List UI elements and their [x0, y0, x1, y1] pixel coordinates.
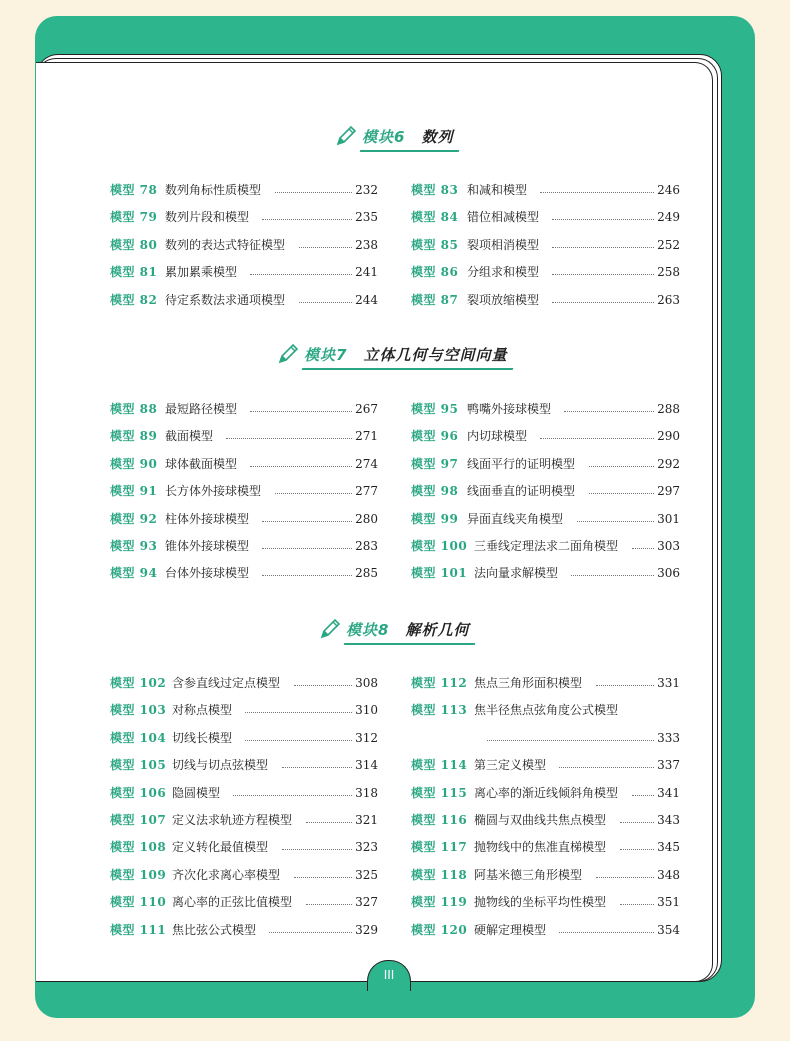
model-label: 模型 111	[110, 922, 167, 937]
model-label: 模型 109	[110, 867, 167, 882]
toc-entry[interactable]	[0, 811, 790, 829]
heading-underline	[344, 643, 476, 645]
dot-leader	[577, 515, 654, 522]
model-title: 数列角标性质模型	[165, 183, 262, 197]
toc-entry[interactable]	[0, 921, 790, 939]
model-title: 分组求和模型	[467, 265, 540, 280]
page-ref: 345	[657, 840, 680, 855]
model-title: 鸭嘴外接球模型	[467, 402, 552, 416]
toc-entry[interactable]	[0, 236, 790, 254]
model-label: 模型 105	[110, 758, 167, 773]
model-label: 模型 88	[110, 402, 158, 416]
page-ref: 354	[657, 922, 680, 937]
model-label: 模型 81	[110, 265, 158, 280]
model-title: 对称点模型	[172, 703, 233, 718]
model-label: 模型 83	[411, 183, 459, 197]
model-title: 锥体外接球模型	[165, 539, 250, 553]
toc-entry[interactable]	[0, 893, 790, 911]
model-title: 焦点三角形面积模型	[474, 676, 583, 690]
model-label: 模型 103	[110, 703, 167, 718]
page-ref: 238	[355, 237, 378, 252]
page-ref: 271	[355, 429, 378, 444]
dot-leader	[559, 761, 654, 768]
toc-entry[interactable]	[0, 400, 790, 418]
toc-entry[interactable]	[0, 537, 790, 555]
module-number: 模块8	[346, 620, 390, 639]
model-title: 焦半径焦点弦角度公式模型	[474, 703, 619, 718]
page-ref: 323	[355, 840, 378, 855]
model-label: 模型 90	[110, 456, 158, 471]
page-ref: 327	[355, 895, 378, 910]
toc-entry[interactable]	[0, 838, 790, 856]
model-label: 模型 107	[110, 813, 167, 827]
toc-entry[interactable]	[0, 181, 790, 199]
model-title: 裂项放缩模型	[467, 292, 540, 307]
model-title: 异面直线夹角模型	[467, 511, 564, 526]
model-title: 硬解定理模型	[474, 922, 547, 937]
module-number: 模块6	[362, 127, 406, 146]
dot-leader	[552, 268, 654, 275]
model-label: 模型 99	[411, 511, 459, 526]
page-ref: 318	[355, 785, 378, 800]
page-ref: 348	[657, 867, 680, 882]
toc-entry[interactable]	[0, 208, 790, 226]
page-ref: 343	[657, 813, 680, 827]
model-title: 隐圆模型	[172, 785, 221, 800]
model-title: 累加累乘模型	[165, 265, 238, 280]
dot-leader	[564, 405, 654, 412]
section-heading	[276, 342, 507, 366]
dot-leader	[487, 734, 654, 741]
page-number: III	[367, 960, 411, 991]
page-ref: 290	[657, 429, 680, 444]
model-label: 模型 120	[411, 922, 468, 937]
model-title: 长方体外接球模型	[165, 484, 262, 499]
pencil-icon	[334, 124, 358, 148]
page-ref: 285	[355, 566, 378, 581]
model-label: 模型 104	[110, 730, 167, 745]
toc-entry[interactable]	[0, 866, 790, 884]
module-number: 模块7	[304, 345, 348, 364]
model-title: 离心率的正弦比值模型	[172, 895, 293, 910]
module-name: 立体几何与空间向量	[363, 345, 508, 364]
toc-entry[interactable]	[0, 784, 790, 802]
model-label: 模型 84	[411, 210, 459, 225]
model-title: 最短路径模型	[165, 402, 238, 416]
model-label: 模型 101	[411, 566, 468, 581]
model-title: 球体截面模型	[165, 456, 238, 471]
model-title: 第三定义模型	[474, 758, 547, 773]
section-heading	[334, 124, 453, 148]
dot-leader	[540, 432, 654, 439]
pencil-icon	[276, 342, 300, 366]
page-ref: 241	[355, 265, 378, 280]
page-ref: 244	[355, 292, 378, 307]
model-title: 和减和模型	[467, 183, 528, 197]
dot-leader	[559, 926, 654, 933]
model-label: 模型 91	[110, 484, 158, 499]
page-ref: 310	[355, 703, 378, 718]
page-ref: 292	[657, 456, 680, 471]
page-ref: 333	[657, 730, 680, 745]
dot-leader	[571, 569, 654, 576]
dot-leader	[596, 871, 654, 878]
page-ref: 308	[355, 676, 378, 690]
model-label: 模型 117	[411, 840, 468, 855]
page-ref: 283	[355, 539, 378, 553]
dot-leader	[589, 487, 654, 494]
page-ref: 274	[355, 456, 378, 471]
section-heading	[318, 617, 469, 641]
model-label: 模型 102	[110, 676, 167, 690]
page-ref: 246	[657, 183, 680, 197]
page-ref: 306	[657, 566, 680, 581]
model-label: 模型 93	[110, 539, 158, 553]
toc-entry[interactable]	[0, 263, 790, 281]
model-label: 模型 118	[411, 867, 468, 882]
model-label: 模型 86	[411, 265, 459, 280]
dot-leader	[540, 186, 654, 193]
model-label: 模型 116	[411, 813, 468, 827]
model-label: 模型 100	[411, 539, 468, 553]
model-title: 定义法求轨迹方程模型	[172, 813, 293, 827]
page-ref: 280	[355, 511, 378, 526]
heading-underline	[360, 150, 460, 152]
model-title: 切线与切点弦模型	[172, 758, 269, 773]
model-label: 模型 96	[411, 429, 459, 444]
toc-entry[interactable]	[0, 564, 790, 582]
model-title: 数列的表达式特征模型	[165, 237, 286, 252]
model-title: 三垂线定理法求二面角模型	[474, 539, 619, 553]
page-ref: 263	[657, 292, 680, 307]
module-name: 数列	[421, 127, 454, 146]
model-title: 数列片段和模型	[165, 210, 250, 225]
page-ref: 277	[355, 484, 378, 499]
model-title: 含参直线过定点模型	[172, 676, 281, 690]
toc-entry[interactable]	[0, 510, 790, 528]
model-label: 模型 78	[110, 183, 158, 197]
model-label: 模型 113	[411, 703, 468, 718]
model-label: 模型 98	[411, 484, 459, 499]
model-label: 模型 92	[110, 511, 158, 526]
toc-entry[interactable]	[0, 729, 790, 747]
page-ref: 314	[355, 758, 378, 773]
page-ref: 301	[657, 511, 680, 526]
model-label: 模型 115	[411, 785, 468, 800]
dot-leader	[552, 241, 654, 248]
model-title: 柱体外接球模型	[165, 511, 250, 526]
model-title: 法向量求解模型	[474, 566, 559, 581]
page-ref: 288	[657, 402, 680, 416]
page-ref: 341	[657, 785, 680, 800]
toc-entry[interactable]	[0, 291, 790, 309]
model-title: 线面垂直的证明模型	[467, 484, 576, 499]
page-ref: 351	[657, 895, 680, 910]
model-title: 定义转化最值模型	[172, 840, 269, 855]
page-ref: 312	[355, 730, 378, 745]
page-ref: 232	[355, 183, 378, 197]
model-label: 模型 87	[411, 292, 459, 307]
model-label: 模型 89	[110, 429, 158, 444]
page-ref: 252	[657, 237, 680, 252]
model-title: 离心率的渐近线倾斜角模型	[474, 785, 619, 800]
model-label: 模型 82	[110, 292, 158, 307]
dot-leader	[620, 816, 654, 823]
toc-entry[interactable]	[0, 427, 790, 445]
model-title: 线面平行的证明模型	[467, 456, 576, 471]
heading-underline	[302, 368, 514, 370]
page-ref: 235	[355, 210, 378, 225]
model-label: 模型 108	[110, 840, 167, 855]
toc-entry[interactable]	[0, 756, 790, 774]
model-title: 截面模型	[165, 429, 214, 444]
page-ref: 258	[657, 265, 680, 280]
model-title: 椭圆与双曲线共焦点模型	[474, 813, 607, 827]
model-label: 模型 85	[411, 237, 459, 252]
model-title: 待定系数法求通项模型	[165, 292, 286, 307]
page-ref: 331	[657, 676, 680, 690]
model-title: 焦比弦公式模型	[172, 922, 257, 937]
model-label: 模型 94	[110, 566, 158, 581]
model-label: 模型 97	[411, 456, 459, 471]
page-ref: 329	[355, 922, 378, 937]
model-label: 模型 119	[411, 895, 468, 910]
page-ref: 303	[657, 539, 680, 553]
toc-entry[interactable]	[0, 455, 790, 473]
dot-leader	[589, 460, 654, 467]
page-ref: 297	[657, 484, 680, 499]
model-label: 模型 106	[110, 785, 167, 800]
model-label: 模型 114	[411, 758, 468, 773]
model-title: 错位相减模型	[467, 210, 540, 225]
model-label: 模型 110	[110, 895, 167, 910]
model-title: 内切球模型	[467, 429, 528, 444]
pencil-icon	[318, 617, 342, 641]
page-ref: 321	[355, 813, 378, 827]
model-label: 模型 79	[110, 210, 158, 225]
model-title: 裂项相消模型	[467, 237, 540, 252]
page-ref: 249	[657, 210, 680, 225]
toc-entry[interactable]	[0, 674, 790, 692]
toc-entry[interactable]	[0, 701, 790, 719]
model-title: 抛物线的坐标平均性模型	[474, 895, 607, 910]
model-label: 模型 112	[411, 676, 468, 690]
toc-entry[interactable]	[0, 482, 790, 500]
model-title: 抛物线中的焦准直梯模型	[474, 840, 607, 855]
model-title: 齐次化求离心率模型	[172, 867, 281, 882]
model-title: 阿基米德三角形模型	[474, 867, 583, 882]
dot-leader	[620, 843, 654, 850]
model-title: 切线长模型	[172, 730, 233, 745]
page-ref: 267	[355, 402, 378, 416]
model-title: 台体外接球模型	[165, 566, 250, 581]
dot-leader	[552, 213, 654, 220]
module-name: 解析几何	[405, 620, 470, 639]
model-label: 模型 95	[411, 402, 459, 416]
dot-leader	[620, 898, 654, 905]
dot-leader	[596, 679, 654, 686]
page-ref: 337	[657, 758, 680, 773]
dot-leader	[552, 296, 654, 303]
page-ref: 325	[355, 867, 378, 882]
model-label: 模型 80	[110, 237, 158, 252]
